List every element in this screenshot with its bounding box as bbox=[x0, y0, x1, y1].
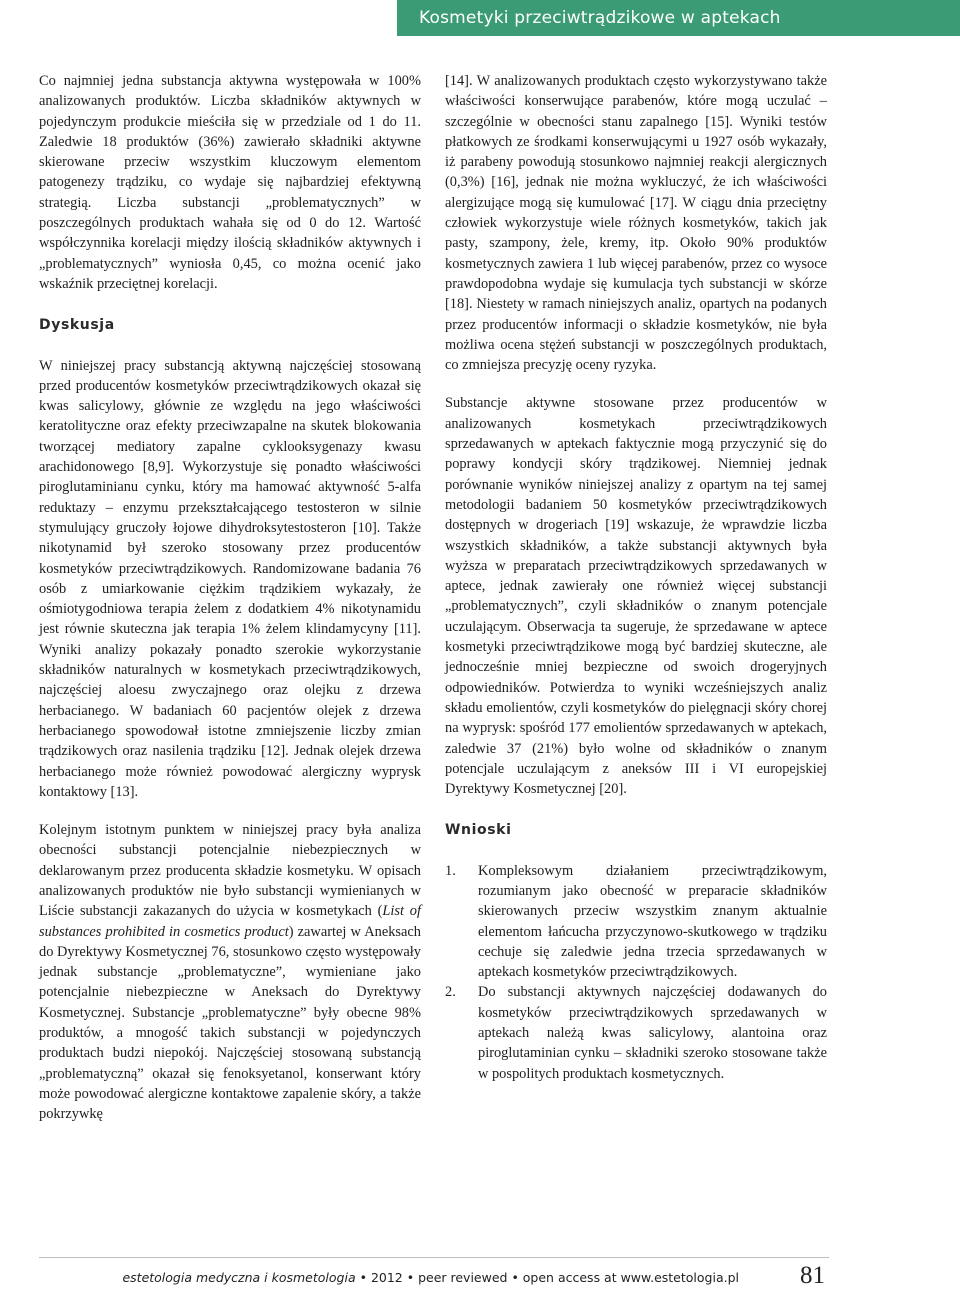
conclusions-heading: Wnioski bbox=[445, 822, 512, 839]
footer-details: • 2012 • peer reviewed • open access at www.estetologia.pl bbox=[355, 1270, 739, 1285]
discussion-paragraph-3: [14]. W analizowanych produktach często wykorzystywano także właściwości konserwujące parabenów, które mogą uczulać – szczególnie w obecności stanu zapalnego [15]. Wyniki testów płatkowych ze środkami konserwującymi u 1927 osób wykazały, iż parabeny powodują stosunkowo najmniej reakcji alergicznych (0,3%) [16], jednak nie można wykluczyć, że ich właściwości alergizujące mogą się kumulować [17]. W ciągu dnia przeciętny człowiek wykorzystuje wiele różnych kosmetyków, takich jak pasty, szampony, żele, kremy, itp. Około 90% produktów kosmetycznych zawiera 1 lub więcej parabenów, przez co wysoce prawdopodobna wydaje się kumulacja tych substancji w skórze [18]. Niestety w ramach niniejszych analiz, opartych na podanych przez producentów informacji o składzie kosmetyków, nie była możliwa ocena stężeń substancji w poszczególnych produktach, co zmniejsza precyzję oceny ryzyka. bbox=[445, 73, 827, 374]
conclusion-item bbox=[445, 982, 827, 1083]
discussion-heading: Dyskusja bbox=[39, 317, 115, 334]
discussion-paragraph-2 bbox=[39, 820, 421, 1124]
running-header bbox=[397, 0, 960, 36]
discussion-paragraph-4: Substancje aktywne stosowane przez producentów w analizowanych kosmetykach przeciwtrądzikowych sprzedawanych w aptekach faktycznie mogą przyczynić się do poprawy kondycji skóry trądzikowej. Niemniej jednak porównanie wyników niniejszej analizy z opartym na tej samej metodologii badaniem 50 kosmetyków przeciwtrądzikowych dostępnych w drogeriach [19] wskazuje, że wprawdzie liczba wszystkich składników, a także substancji aktywnych była wyższa w preparatach przeciwtrądzikowych sprzedawanych w aptece, jednak zawierały one również więcej substancji „problematycznych”, czyli składników o znanym potencjale uczulającym. Obserwacja ta sugeruje, że sprzedawane w aptece kosmetyki przeciwtrądzikowe mogą być bardziej skuteczne, ale jednocześnie mniej bezpieczne od swoich drogeryjnych odpowiedników. Potwierdza to wyniki wcześniejszych analiz składu emolientów, czyli kosmetyków do pielęgnacji skóry chorej na wyprysk: spośród 177 emolientów sprzedawanych w aptekach, zaledwie 37 (21%) było wolne od składników o znanym potencjale uczulającym z aneksów III i VI europejskiej Dyrektywy Kosmetycznej [20]. bbox=[445, 395, 827, 798]
conclusion-text: Do substancji aktywnych najczęściej dodawanych do kosmetyków przeciwtrądzikowych sprzedawanych w aptekach należą kwas salicylowy, alantoina oraz piroglutaminian cynku – składniki szeroko stosowane także w pospolitych produktach kosmetycznych. bbox=[478, 984, 827, 1082]
conclusion-text: Kompleksowym działaniem przeciwtrądzikowym, rozumianym jako obecność w preparacie składników skierowanych przeciw wszystkim znanym aktualnie elementom łańcucha przyczynowo-skutkowego w trądziku cechuje się zaledwie jedna trzecia sprzedawanych w aptekach kosmetyków przeciwtrądzikowych. bbox=[478, 862, 827, 981]
conclusion-number: 2. bbox=[445, 984, 456, 1001]
discussion-paragraph-2-text-b: ) zawartej w Aneksach do Dyrektywy Kosmetycznej 76, stosunkowo często występowały jednak substancje „problematyczne”, wymieniane jako potencjalnie niebezpieczne w Aneksach do Dyrektywy Kosmetycznej. Substancje „problematyczne” były obecne 98% produktów, a mnogość takich substancji w pojedynczych produktach budzi niepokój. Najczęściej stosowaną substancją „problematyczną” okazał się fenoksyetanol, konserwant który może powodować alergiczne kontaktowe zapalenie skóry, a także pokrzywkę bbox=[39, 923, 421, 1123]
conclusion-number: 1. bbox=[445, 862, 456, 879]
right-column bbox=[445, 71, 827, 1084]
discussion-paragraph-2-italic: List of substances prohibited in cosmetics product bbox=[39, 903, 421, 940]
results-paragraph: Co najmniej jedna substancja aktywna występowała w 100% analizowanych produktów. Liczba składników aktywnych w pojedynczym produkcie mieściła się w przedziale od 1 do 11. Zaledwie 18 produktów (36%) zawierało składniki aktywne skierowane przeciw wszystkim kluczowym elementom patogenezy trądziku, co wydaje się najbardziej efektywną strategią. Liczba substancji „problematycznych” w poszczególnych produktach wahała się od 0 do 12. Wartość współczynnika korelacji między ilością składników aktywnych i „problematycznych” wyniosła 0,45, co można ocenić jako wskaźnik przeciętnej korelacji. bbox=[39, 73, 421, 292]
discussion-paragraph-1: W niniejszej pracy substancją aktywną najczęściej stosowaną przed producentów kosmetyków przeciwtrądzikowych okazał się kwas salicylowy, głównie ze względu na jego właściwości keratolityczne oraz efekty przeciwzapalne na skutek blokowania tworzącej mediatory zapalne cyklooksygenazy kwasu arachidonowego [8,9]. Wykorzystuje się ponadto właściwości piroglutaminianu cynku, który ma hamować aktywność 5-alfa reduktazy – enzymu przekształcającego testosteron w silnie stymulujący gruczoły łojowe dihydroksytestosteron [10]. Także nikotynamid był szeroko stosowany przez producentów kosmetyków przeciwtrądzikowych. Randomizowane badania 76 osób z umiarkowanie ciężkim trądzikiem wykazały, że ośmiotygodniowa terapia żelem z dodatkiem 4% nikotynamidu jest równie skuteczna jak terapia 1% żelem klindamycyny [11]. Wyniki analizy pokazały ponadto szerokie wykorzystanie składników naturalnych w kosmetykach przeciwtrądzikowych, najczęściej aloesu zwyczajnego oraz olejku z drzewa herbacianego. W badaniach 60 pacjentów olejek z drzewa herbacianego spowodował istotne zmniejszenie liczby zmian trądzikowych oraz nasilenia trądziku [12]. Jednak olejek drzewa herbacianego może również powodować alergiczny wyprysk kontaktowy [13]. bbox=[39, 357, 421, 800]
footer-citation bbox=[39, 1270, 739, 1285]
page-number: 81 bbox=[800, 1262, 825, 1289]
left-column bbox=[39, 71, 421, 1125]
discussion-paragraph-2-text-a: Kolejnym istotnym punktem w niniejszej pracy była analiza obecności substancji potencjalnie niebezpiecznych w deklarowanym przez producenta składzie kosmetyku. W opisach analizowanych produktów nie było substancji wymienianych w Liście substancji zakazanych do użycia w kosmetykach ( bbox=[39, 822, 421, 920]
running-header-title: Kosmetyki przeciwtrądzikowe w aptekach bbox=[419, 8, 781, 28]
footer-journal-name: estetologia medyczna i kosmetologia bbox=[122, 1270, 356, 1285]
conclusion-item bbox=[445, 861, 827, 983]
conclusions-list bbox=[445, 861, 827, 1084]
footer-divider bbox=[39, 1257, 829, 1258]
